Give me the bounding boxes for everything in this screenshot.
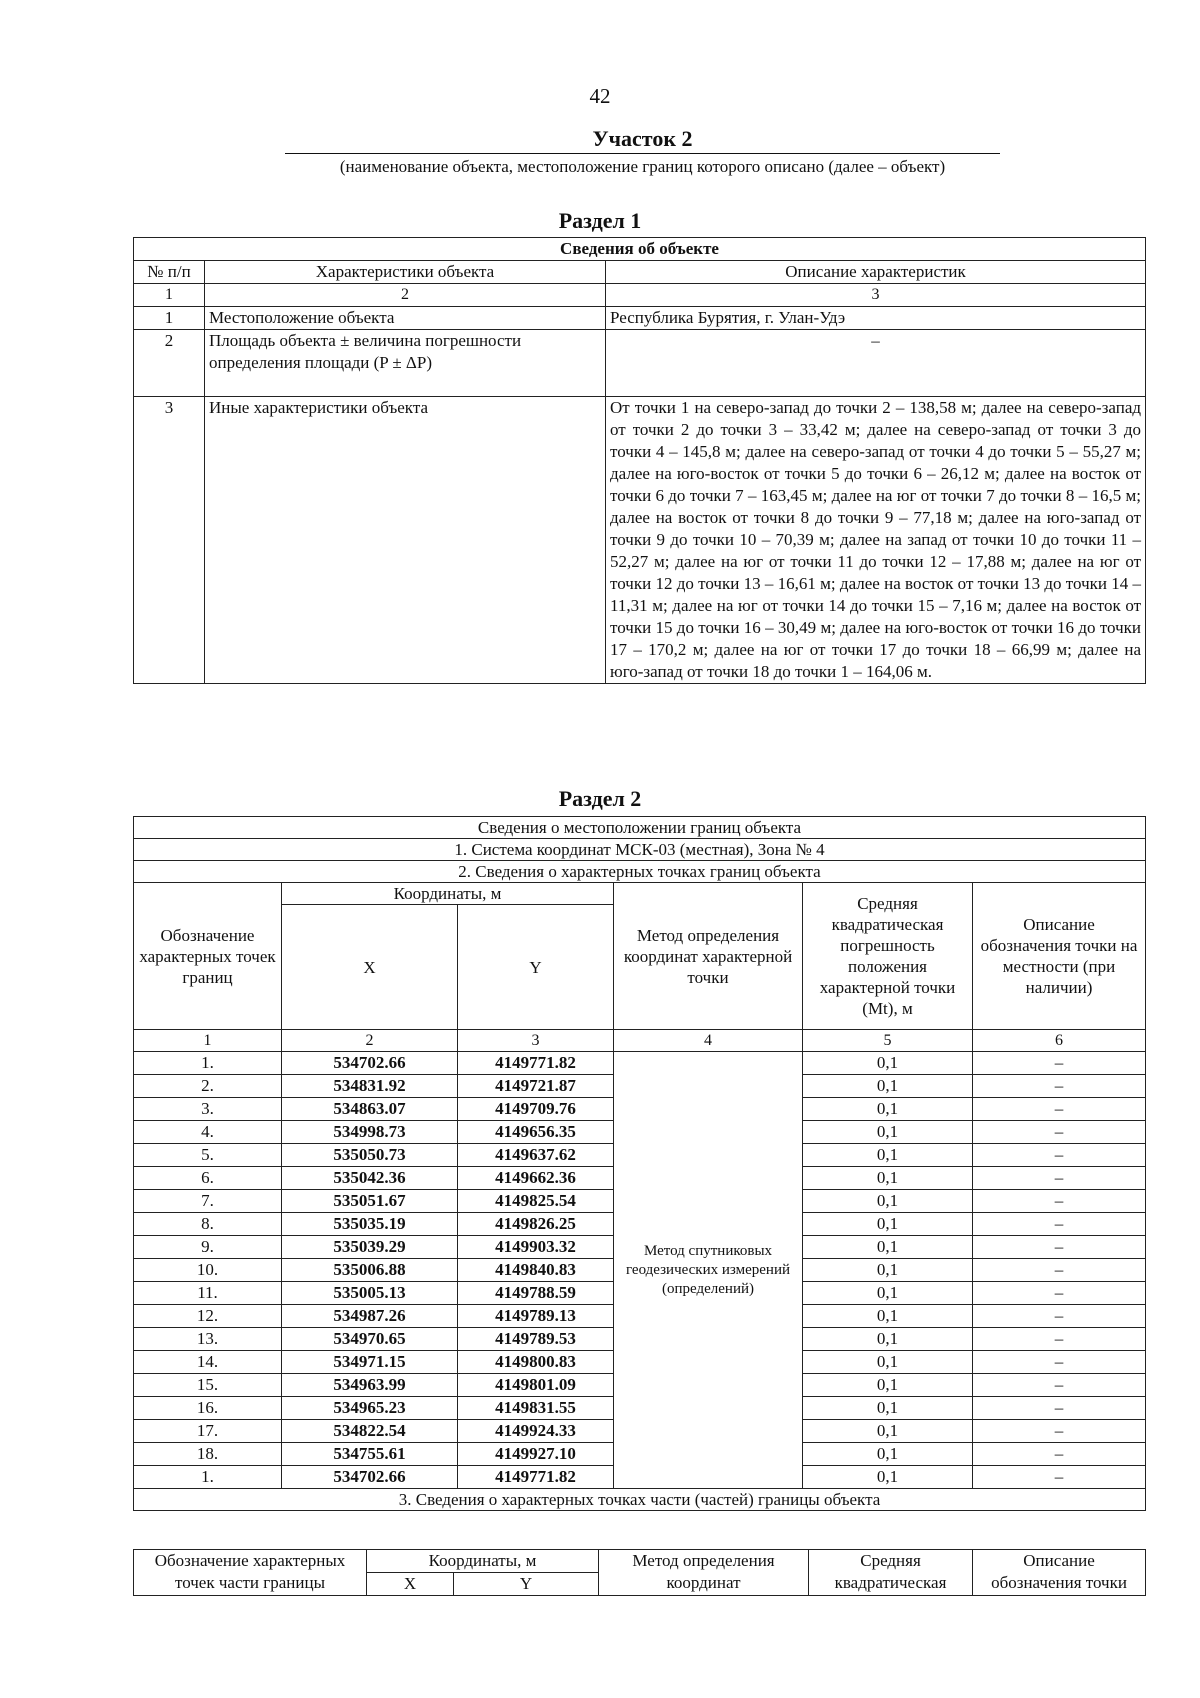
part-header-description: Описание обозначения точки: [973, 1550, 1146, 1596]
point-description: –: [973, 1282, 1146, 1305]
point-y: 4149831.55: [458, 1397, 614, 1420]
point-description: –: [973, 1305, 1146, 1328]
point-y: 4149709.76: [458, 1098, 614, 1121]
point-description: –: [973, 1259, 1146, 1282]
point-x: 534755.61: [282, 1443, 458, 1466]
point-designation: 1.: [134, 1052, 282, 1075]
col-number-6: 6: [973, 1030, 1146, 1052]
point-y: 4149924.33: [458, 1420, 614, 1443]
point-designation: 6.: [134, 1167, 282, 1190]
point-x: 535006.88: [282, 1259, 458, 1282]
point-y: 4149825.54: [458, 1190, 614, 1213]
point-designation: 4.: [134, 1121, 282, 1144]
point-x: 535035.19: [282, 1213, 458, 1236]
point-x: 534702.66: [282, 1052, 458, 1075]
point-accuracy: 0,1: [803, 1420, 973, 1443]
header-x: X: [282, 905, 458, 1030]
point-designation: 8.: [134, 1213, 282, 1236]
point-designation: 2.: [134, 1075, 282, 1098]
point-x: 534702.66: [282, 1466, 458, 1489]
point-designation: 17.: [134, 1420, 282, 1443]
point-designation: 1.: [134, 1466, 282, 1489]
point-designation: 18.: [134, 1443, 282, 1466]
point-y: 4149637.62: [458, 1144, 614, 1167]
col-number-2: 2: [205, 284, 606, 307]
point-accuracy: 0,1: [803, 1259, 973, 1282]
boundary-table-title: Сведения о местоположении границ объекта: [134, 817, 1146, 839]
point-y: 4149789.13: [458, 1305, 614, 1328]
col-number-3: 3: [606, 284, 1146, 307]
part-header-y: Y: [454, 1573, 599, 1596]
point-designation: 7.: [134, 1190, 282, 1213]
point-description: –: [973, 1121, 1146, 1144]
point-accuracy: 0,1: [803, 1167, 973, 1190]
row-name: Местоположение объекта: [205, 307, 606, 330]
point-x: 534998.73: [282, 1121, 458, 1144]
point-x: 534863.07: [282, 1098, 458, 1121]
point-y: 4149771.82: [458, 1466, 614, 1489]
row-name: Иные характеристики объекта: [205, 397, 606, 684]
point-x: 534963.99: [282, 1374, 458, 1397]
point-accuracy: 0,1: [803, 1305, 973, 1328]
point-description: –: [973, 1098, 1146, 1121]
part-points-table: [133, 1549, 1146, 1596]
header-description: Описание характеристик: [606, 261, 1146, 284]
point-accuracy: 0,1: [803, 1121, 973, 1144]
table-row: [134, 1052, 1146, 1075]
col-number-2: 2: [282, 1030, 458, 1052]
point-accuracy: 0,1: [803, 1282, 973, 1305]
row-value: –: [606, 330, 1146, 397]
point-description: –: [973, 1397, 1146, 1420]
point-y: 4149903.32: [458, 1236, 614, 1259]
point-x: 534971.15: [282, 1351, 458, 1374]
boundary-points-table: [133, 816, 1146, 1511]
point-description: –: [973, 1466, 1146, 1489]
point-x: 534987.26: [282, 1305, 458, 1328]
row-number: 3: [134, 397, 205, 684]
point-designation: 9.: [134, 1236, 282, 1259]
row-number: 2: [134, 330, 205, 397]
part-header-x: X: [367, 1573, 454, 1596]
point-description: –: [973, 1190, 1146, 1213]
object-info-table: [133, 237, 1146, 684]
col-number-5: 5: [803, 1030, 973, 1052]
header-point-description: Описание обозначения точки на местности (при наличии): [973, 883, 1146, 1030]
point-y: 4149788.59: [458, 1282, 614, 1305]
row-number: 1: [134, 307, 205, 330]
point-designation: 11.: [134, 1282, 282, 1305]
header-number: № п/п: [134, 261, 205, 284]
point-description: –: [973, 1328, 1146, 1351]
point-x: 535050.73: [282, 1144, 458, 1167]
part-points-title: 3. Сведения о характерных точках части (частей) границы объекта: [134, 1489, 1146, 1511]
point-y: 4149662.36: [458, 1167, 614, 1190]
points-title: 2. Сведения о характерных точках границ объекта: [134, 861, 1146, 883]
point-y: 4149927.10: [458, 1443, 614, 1466]
point-y: 4149801.09: [458, 1374, 614, 1397]
point-description: –: [973, 1075, 1146, 1098]
point-x: 535051.67: [282, 1190, 458, 1213]
table-row: [134, 307, 1146, 330]
header-method: Метод определения координат характерной точки: [614, 883, 803, 1030]
point-accuracy: 0,1: [803, 1190, 973, 1213]
page-number: 42: [589, 84, 611, 108]
point-y: 4149826.25: [458, 1213, 614, 1236]
point-accuracy: 0,1: [803, 1374, 973, 1397]
point-x: 534965.23: [282, 1397, 458, 1420]
header-characteristic: Характеристики объекта: [205, 261, 606, 284]
point-description: –: [973, 1167, 1146, 1190]
point-y: 4149771.82: [458, 1052, 614, 1075]
part-header-method: Метод определения координат: [599, 1550, 809, 1596]
point-x: 534831.92: [282, 1075, 458, 1098]
section2-title: Раздел 2: [558, 786, 642, 811]
point-accuracy: 0,1: [803, 1443, 973, 1466]
header-accuracy: Средняя квадратическая погрешность положения характерной точки (Mt), м: [803, 883, 973, 1030]
point-description: –: [973, 1144, 1146, 1167]
table-row: [134, 330, 1146, 397]
point-designation: 14.: [134, 1351, 282, 1374]
point-description: –: [973, 1443, 1146, 1466]
header-y: Y: [458, 905, 614, 1030]
point-y: 4149789.53: [458, 1328, 614, 1351]
point-description: –: [973, 1374, 1146, 1397]
point-method: Метод спутниковых геодезических измерений (определений): [614, 1052, 803, 1489]
row-value: От точки 1 на северо-запад до точки 2 – 138,58 м; далее на северо-запад от точки 2 до точки 3 – 33,42 м; далее на северо-запад от точки 3 до точки 4 – 145,8 м; далее на северо-запад от точки 4 до точки 5 – 55,27 м; далее на юго-восток от точки 5 до точки 6 – 26,12 м; далее на восток от точки 6 до точки 7 – 163,45 м; далее на юг от точки 7 до точки 8 – 16,5 м; далее на восток от точки 8 до точки 9 – 77,18 м; далее на юго-запад от точки 9 до точки 10 – 70,39 м; далее на запад от точки 10 до точки 11 – 52,27 м; далее на юг от точки 11 до точки 12 – 17,88 м; далее на юг от точки 12 до точки 13 – 16,61 м; далее на восток от точки 13 до точки 14 – 11,31 м; далее на юг от точки 14 до точки 15 – 7,16 м; далее на восток от точки 15 до точки 16 – 30,49 м; далее на юго-восток от точки 16 до точки 17 – 170,2 м; далее на юг от точки 17 до точки 18 – 66,99 м; далее на юго-запад от точки 18 до точки 1 – 164,06 м.: [606, 397, 1146, 684]
col-number-1: 1: [134, 1030, 282, 1052]
point-y: 4149840.83: [458, 1259, 614, 1282]
part-header-accuracy: Средняя квадратическая: [809, 1550, 973, 1596]
point-accuracy: 0,1: [803, 1098, 973, 1121]
header-coordinates: Координаты, м: [282, 883, 614, 905]
point-accuracy: 0,1: [803, 1236, 973, 1259]
point-x: 534970.65: [282, 1328, 458, 1351]
point-designation: 16.: [134, 1397, 282, 1420]
header-designation: Обозначение характерных точек границ: [134, 883, 282, 1030]
object-title: Участок 2: [285, 126, 1000, 154]
row-name: Площадь объекта ± величина погрешности определения площади (P ± ΔP): [205, 330, 606, 397]
point-y: 4149656.35: [458, 1121, 614, 1144]
point-accuracy: 0,1: [803, 1075, 973, 1098]
point-x: 534822.54: [282, 1420, 458, 1443]
col-number-3: 3: [458, 1030, 614, 1052]
coordinate-system: 1. Система координат МСК-03 (местная), Зона № 4: [134, 839, 1146, 861]
point-accuracy: 0,1: [803, 1052, 973, 1075]
row-value: Республика Бурятия, г. Улан-Удэ: [606, 307, 1146, 330]
point-designation: 13.: [134, 1328, 282, 1351]
point-accuracy: 0,1: [803, 1466, 973, 1489]
point-description: –: [973, 1351, 1146, 1374]
col-number-4: 4: [614, 1030, 803, 1052]
point-designation: 3.: [134, 1098, 282, 1121]
point-accuracy: 0,1: [803, 1213, 973, 1236]
col-number-1: 1: [134, 284, 205, 307]
table-row: [134, 397, 1146, 684]
point-accuracy: 0,1: [803, 1351, 973, 1374]
point-description: –: [973, 1236, 1146, 1259]
point-designation: 15.: [134, 1374, 282, 1397]
part-header-coordinates: Координаты, м: [367, 1550, 599, 1573]
object-info-table-title: Сведения об объекте: [134, 238, 1146, 261]
section1-title: Раздел 1: [558, 208, 642, 233]
point-accuracy: 0,1: [803, 1328, 973, 1351]
point-y: 4149800.83: [458, 1351, 614, 1374]
part-header-designation: Обозначение характерных точек части границы: [134, 1550, 367, 1596]
point-description: –: [973, 1213, 1146, 1236]
point-x: 535039.29: [282, 1236, 458, 1259]
object-subtitle: (наименование объекта, местоположение границ которого описано (далее – объект): [339, 157, 946, 176]
point-description: –: [973, 1420, 1146, 1443]
point-y: 4149721.87: [458, 1075, 614, 1098]
point-designation: 5.: [134, 1144, 282, 1167]
point-x: 535042.36: [282, 1167, 458, 1190]
point-designation: 12.: [134, 1305, 282, 1328]
point-x: 535005.13: [282, 1282, 458, 1305]
point-accuracy: 0,1: [803, 1397, 973, 1420]
point-designation: 10.: [134, 1259, 282, 1282]
point-accuracy: 0,1: [803, 1144, 973, 1167]
point-description: –: [973, 1052, 1146, 1075]
